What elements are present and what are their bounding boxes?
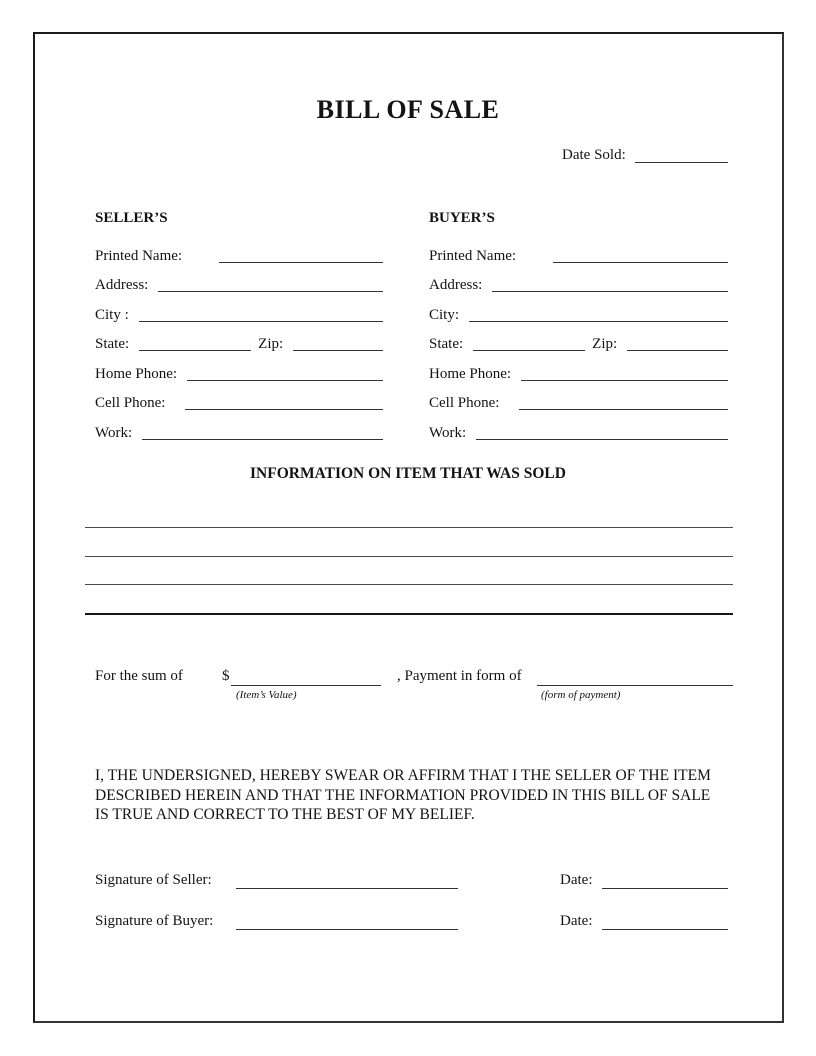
buyer-address-field[interactable]	[492, 291, 728, 292]
buyer-address-row	[429, 270, 728, 300]
seller-printed-name-label: Printed Name:	[95, 247, 183, 264]
buyer-cell-phone-field[interactable]	[519, 409, 728, 410]
affirmation-line-3: IS TRUE AND CORRECT TO THE BEST OF MY BELIEF.	[95, 806, 475, 823]
affirmation-text	[95, 766, 715, 825]
seller-printed-name-field[interactable]	[219, 262, 383, 263]
buyer-heading: BUYER’S	[429, 210, 495, 226]
buyer-home-phone-label: Home Phone:	[429, 365, 512, 382]
buyer-work-field[interactable]	[476, 439, 728, 440]
item-value-field[interactable]	[231, 669, 381, 686]
payment-section	[95, 666, 735, 708]
buyer-state-zip-row	[429, 329, 728, 359]
buyer-date-field[interactable]	[602, 929, 728, 930]
seller-work-field[interactable]	[142, 439, 383, 440]
buyer-date-label: Date:	[560, 913, 593, 929]
buyer-column	[429, 210, 728, 447]
buyer-city-field[interactable]	[469, 321, 728, 322]
seller-state-field[interactable]	[139, 350, 251, 351]
buyer-signature-field[interactable]	[236, 929, 458, 930]
buyer-work-label: Work:	[429, 424, 467, 441]
payment-form-caption: (form of payment)	[541, 689, 621, 701]
item-value-caption: (Item’s Value)	[236, 689, 297, 701]
seller-column	[95, 210, 383, 447]
affirmation-line-1: I, THE UNDERSIGNED, HEREBY SWEAR OR AFFIRM THAT I THE SELLER OF THE ITEM	[95, 767, 711, 784]
item-description-field-4[interactable]	[85, 613, 733, 615]
buyer-printed-name-label: Printed Name:	[429, 247, 517, 264]
payment-form-label: , Payment in form of	[397, 668, 522, 684]
seller-home-phone-field[interactable]	[187, 380, 383, 381]
seller-heading: SELLER’S	[95, 210, 168, 226]
buyer-work-row	[429, 417, 728, 447]
seller-printed-name-row	[95, 240, 383, 270]
seller-state-label: State:	[95, 336, 130, 352]
payment-form-field[interactable]	[537, 669, 733, 686]
seller-zip-label: Zip:	[258, 336, 284, 352]
parties-section	[95, 210, 728, 447]
seller-city-field[interactable]	[139, 321, 383, 322]
seller-signature-field[interactable]	[236, 888, 458, 889]
buyer-home-phone-row	[429, 358, 728, 388]
buyer-signature-row	[95, 911, 728, 933]
seller-work-label: Work:	[95, 424, 133, 441]
seller-city-label: City :	[95, 306, 129, 323]
seller-zip-field[interactable]	[293, 350, 383, 351]
seller-cell-phone-field[interactable]	[185, 409, 383, 410]
item-section-heading: INFORMATION ON ITEM THAT WAS SOLD	[250, 465, 566, 482]
item-description-lines	[85, 527, 733, 615]
buyer-city-row	[429, 299, 728, 329]
item-description-field-1[interactable]	[85, 527, 733, 528]
buyer-cell-phone-row	[429, 388, 728, 418]
seller-cell-phone-label: Cell Phone:	[95, 395, 166, 411]
buyer-signature-label: Signature of Buyer:	[95, 913, 214, 929]
buyer-home-phone-field[interactable]	[521, 380, 728, 381]
buyer-city-label: City:	[429, 306, 460, 323]
form-title: BILL OF SALE	[316, 95, 500, 124]
date-sold-field[interactable]	[635, 162, 728, 163]
item-description-field-3[interactable]	[85, 584, 733, 585]
buyer-state-label: State:	[429, 336, 464, 352]
buyer-address-label: Address:	[429, 277, 483, 293]
buyer-zip-field[interactable]	[627, 350, 728, 351]
sum-label: For the sum of	[95, 668, 183, 684]
seller-address-field[interactable]	[158, 291, 383, 292]
seller-signature-row	[95, 870, 728, 892]
buyer-state-field[interactable]	[473, 350, 585, 351]
seller-home-phone-label: Home Phone:	[95, 365, 178, 382]
seller-address-label: Address:	[95, 277, 149, 293]
seller-address-row	[95, 270, 383, 300]
currency-symbol: $	[222, 668, 230, 684]
seller-cell-phone-row	[95, 388, 383, 418]
buyer-zip-label: Zip:	[592, 336, 618, 352]
item-description-field-2[interactable]	[85, 556, 733, 557]
buyer-printed-name-field[interactable]	[553, 262, 728, 263]
seller-home-phone-row	[95, 358, 383, 388]
date-sold-label: Date Sold:	[562, 147, 626, 163]
seller-date-field[interactable]	[602, 888, 728, 889]
buyer-cell-phone-label: Cell Phone:	[429, 395, 500, 411]
seller-work-row	[95, 417, 383, 447]
seller-date-label: Date:	[560, 872, 593, 888]
date-sold-row	[562, 146, 728, 166]
buyer-printed-name-row	[429, 240, 728, 270]
seller-signature-label: Signature of Seller:	[95, 872, 212, 888]
affirmation-line-2: DESCRIBED HEREIN AND THAT THE INFORMATION PROVIDED IN THIS BILL OF SALE	[95, 786, 711, 804]
seller-state-zip-row	[95, 329, 383, 359]
seller-city-row	[95, 299, 383, 329]
